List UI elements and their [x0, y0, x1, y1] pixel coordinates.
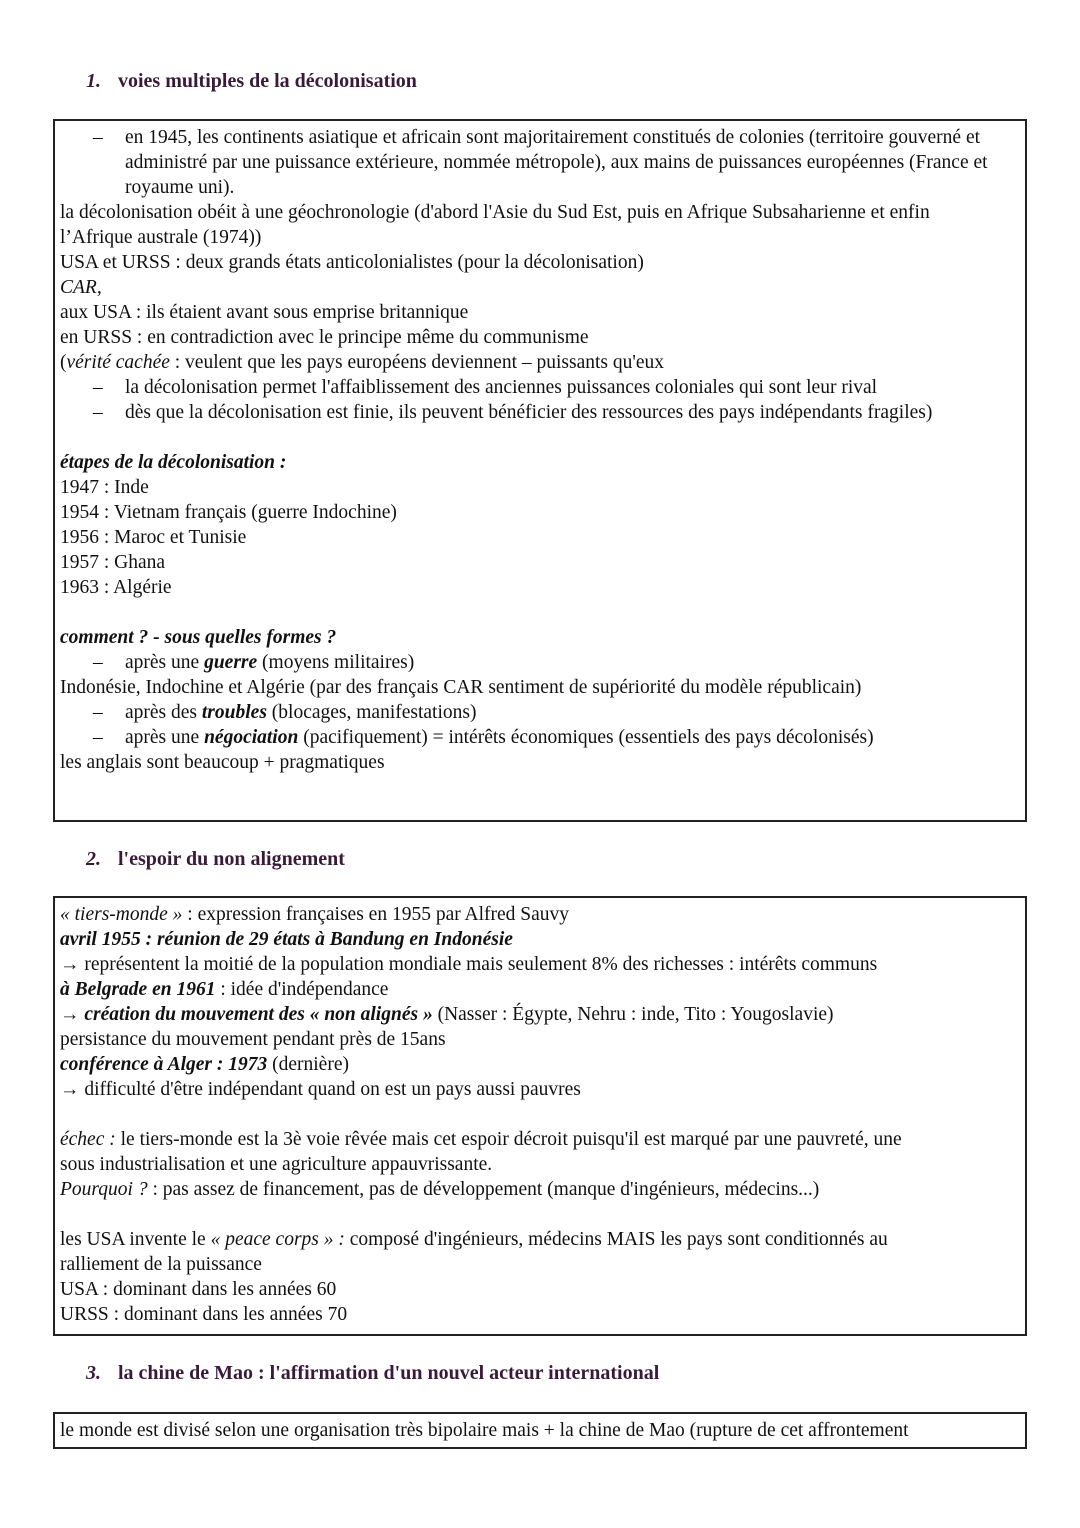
text-line: aux USA : ils étaient avant sous emprise britannique [60, 302, 469, 323]
section-3-heading [86, 1362, 659, 1385]
text-span-italic: échec : [60, 1129, 116, 1150]
text-span: les USA invente le [60, 1229, 211, 1250]
text-line [60, 977, 1025, 1002]
bullet-text: dès que la décolonisation est finie, ils peuvent bénéficier des ressources des pays indépendants fragiles) [125, 402, 933, 423]
bullet-text [125, 650, 1025, 675]
spacer [60, 425, 1025, 450]
section-2-box [53, 896, 1027, 1336]
text-span-bold-italic: → création du mouvement des « non alignés » [60, 1004, 433, 1025]
text-line: sous industrialisation et une agriculture appauvrissante. [60, 1154, 493, 1175]
dash-bullet: – [93, 727, 103, 748]
bullet-text [125, 700, 1025, 725]
text-span: (Nasser : Égypte, Nehru : inde, Tito : Yougoslavie) [432, 1004, 834, 1025]
dash-bullet: – [93, 702, 103, 723]
text-span: : pas assez de financement, pas de développement (manque d'ingénieurs, médecins...) [147, 1179, 820, 1200]
etape-item: 1963 : Algérie [60, 577, 172, 598]
text-line [60, 1177, 1025, 1202]
section-1-number: 1. [86, 70, 101, 92]
text-line: persistance du mouvement pendant près de 15ans [60, 1029, 446, 1050]
bullet-item [60, 400, 1025, 425]
section-3-number: 3. [86, 1362, 101, 1384]
bullet-item [60, 375, 1025, 400]
text-line: → difficulté d'être indépendant quand on est un pays aussi pauvres [60, 1079, 581, 1100]
section-2-title: l'espoir du non alignement [118, 848, 345, 870]
spacer [60, 600, 1025, 625]
text-line [60, 1002, 1025, 1027]
dash-bullet: – [93, 652, 103, 673]
text-line: la décolonisation obéit à une géochronologie (d'abord l'Asie du Sud Est, puis en Afrique Subsaharienne et enfin l’Afrique australe (1974)) [60, 202, 930, 248]
section-2-number: 2. [86, 848, 101, 870]
text-line: URSS : dominant dans les années 70 [60, 1304, 348, 1325]
text-span: composé d'ingénieurs, médecins MAIS les pays sont conditionnés au [344, 1229, 888, 1250]
section-1-heading [86, 70, 417, 93]
keyword: guerre [204, 652, 258, 673]
text-span-bold-italic: conférence à Alger : 1973 [60, 1054, 268, 1075]
text-line: en URSS : en contradiction avec le principe même du communisme [60, 327, 589, 348]
text-span-bold-italic: à Belgrade en 1961 [60, 979, 216, 1000]
text-line [60, 350, 1025, 375]
text-line: Indonésie, Indochine et Algérie (par des français CAR sentiment de supériorité du modèle républicain) [60, 677, 862, 698]
etape-item: 1947 : Inde [60, 477, 149, 498]
spacer [60, 1102, 1025, 1127]
etapes-title: étapes de la décolonisation : [60, 452, 287, 473]
text-span: (blocages, manifestations) [266, 702, 477, 723]
comment-title: comment ? - sous quelles formes ? [60, 627, 337, 648]
bullet-text: la décolonisation permet l'affaiblissement des anciennes puissances coloniales qui sont leur rival [125, 377, 878, 398]
bullet-text [125, 725, 1025, 750]
text-span: (dernière) [267, 1054, 349, 1075]
text-span: le tiers-monde est la 3è voie rêvée mais cet espoir décroit puisqu'il est marqué par une pauvreté, une [115, 1129, 902, 1150]
text-line: ralliement de la puissance [60, 1254, 262, 1275]
text-span: après une [125, 652, 205, 673]
text-span: : expression françaises en 1955 par Alfred Sauvy [182, 904, 570, 925]
text-line: → représentent la moitié de la population mondiale mais seulement 8% des richesses : intérêts communs [60, 954, 878, 975]
text-span-italic: « tiers-monde » [60, 904, 183, 925]
bullet-item [60, 125, 1025, 200]
text-span: : idée d'indépendance [215, 979, 389, 1000]
text-line: le monde est divisé selon une organisation très bipolaire mais + la chine de Mao (rupture de cet affrontement [60, 1420, 909, 1441]
text-span: : veulent que les pays européens deviennent – puissants qu'eux [169, 352, 665, 373]
text-line: avril 1955 : réunion de 29 états à Bandung en Indonésie [60, 929, 513, 950]
bullet-item [60, 700, 1025, 725]
section-3-title: la chine de Mao : l'affirmation d'un nouvel acteur international [118, 1362, 660, 1384]
text-span: après des [125, 702, 202, 723]
text-span-italic: vérité cachée [66, 352, 170, 373]
text-line [60, 902, 1025, 927]
section-3-box [53, 1412, 1027, 1449]
section-1-title: voies multiples de la décolonisation [118, 70, 417, 92]
text-span: ( [60, 352, 67, 373]
dash-bullet: – [93, 127, 103, 148]
text-line [60, 1227, 1025, 1252]
section-1-box [53, 119, 1027, 822]
spacer [60, 1202, 1025, 1227]
bullet-text: en 1945, les continents asiatique et africain sont majoritairement constitués de colonies (territoire gouverné et administré par une puissance extérieure, nommée métropole), aux mains de puissances européennes (France et royaume uni). [125, 127, 988, 198]
bullet-item [60, 725, 1025, 750]
text-line [60, 1052, 1025, 1077]
text-span: après une [125, 727, 205, 748]
text-line [60, 1127, 1025, 1152]
etape-item: 1956 : Maroc et Tunisie [60, 527, 247, 548]
section-2-heading [86, 848, 345, 871]
text-span-italic: « peace corps » : [210, 1229, 345, 1250]
text-span: (moyens militaires) [257, 652, 415, 673]
text-line: USA et URSS : deux grands états anticolonialistes (pour la décolonisation) [60, 252, 644, 273]
text-line: USA : dominant dans les années 60 [60, 1279, 337, 1300]
text-line: CAR, [60, 277, 102, 298]
dash-bullet: – [93, 377, 103, 398]
dash-bullet: – [93, 402, 103, 423]
keyword: négociation [204, 727, 299, 748]
text-span-italic: Pourquoi ? [60, 1179, 148, 1200]
keyword: troubles [201, 702, 267, 723]
etape-item: 1957 : Ghana [60, 552, 166, 573]
text-line: les anglais sont beaucoup + pragmatiques [60, 752, 385, 773]
text-span: (pacifiquement) = intérêts économiques (essentiels des pays décolonisés) [298, 727, 874, 748]
etape-item: 1954 : Vietnam français (guerre Indochine) [60, 502, 397, 523]
bullet-item [60, 650, 1025, 675]
